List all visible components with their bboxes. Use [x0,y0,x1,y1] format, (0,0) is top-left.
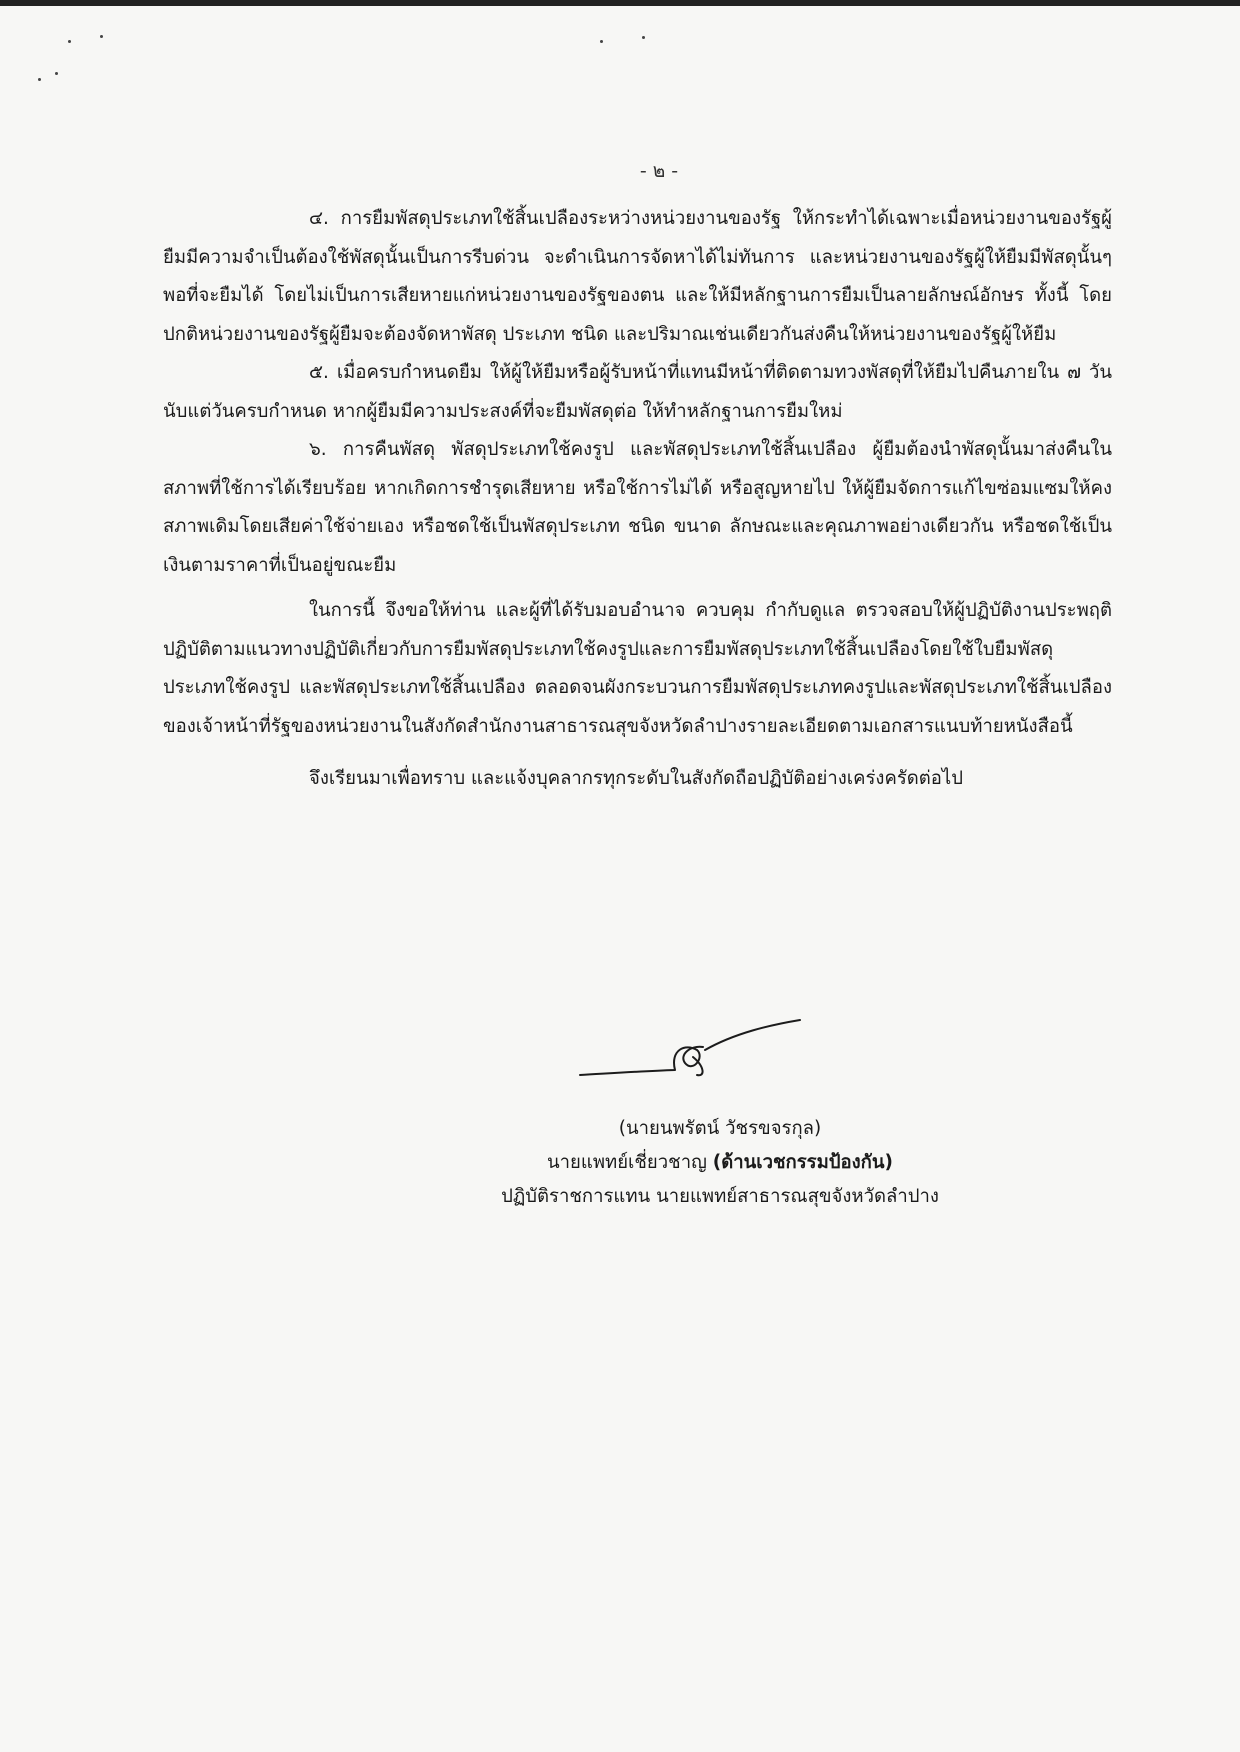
scan-speck [600,40,603,43]
signer-position-1-department: (ด้านเวชกรรมป้องกัน) [712,1152,893,1173]
scan-speck [55,72,58,75]
paragraph-item-5: ๕. เมื่อครบกำหนดยืม ให้ผู้ให้ยืมหรือผู้รับหน้าที่แทนมีหน้าที่ติดตามทวงพัสดุที่ให้ยืมไปคืนภายใน ๗ วัน นับแต่วันครบกำหนด หากผู้ยืมมีความประสงค์ที่จะยืมพัสดุต่อ ให้ทำหลักฐานการยืมใหม่ [163,362,1112,422]
signer-position-1-prefix: นายแพทย์เชี่ยวชาญ [547,1152,713,1173]
handwritten-signature [575,1005,805,1095]
signer-position-2: ปฏิบัติราชการแทน นายแพทย์สาธารณสุขจังหวัดลำปาง [501,1186,939,1207]
document-body [163,200,1112,799]
paragraph-request: ในการนี้ จึงขอให้ท่าน และผู้ที่ได้รับมอบอำนาจ ควบคุม กำกับดูแล ตรวจสอบให้ผู้ปฏิบัติงานประพฤติปฏิบัติตามแนวทางปฏิบัติเกี่ยวกับการยืมพัสดุประเภทใช้คงรูปและการยืมพัสดุประเภทใช้สิ้นเปลืองโดยใช้ใบยืมพัสดุประเภทใช้คงรูป และพัสดุประเภทใช้สิ้นเปลือง ตลอดจนผังกระบวนการยืมพัสดุประเภทคงรูปและพัสดุประเภทใช้สิ้นเปลืองของเจ้าหน้าที่รัฐของหน่วยงานในสังกัดสำนักงานสาธารณสุขจังหวัดลำปางรายละเอียดตามเอกสารแนบท้ายหนังสือนี้ [163,600,1112,737]
page-number: - ๒ - [639,160,679,182]
signer-position-1 [420,1146,1020,1180]
scan-speck [642,36,645,39]
scan-speck [100,35,103,38]
scan-speck [38,78,41,81]
paragraph-item-4: ๔. การยืมพัสดุประเภทใช้สิ้นเปลืองระหว่างหน่วยงานของรัฐ ให้กระทำได้เฉพาะเมื่อหน่วยงานของรัฐผู้ยืมมีความจำเป็นต้องใช้พัสดุนั้นเป็นการรีบด่วน จะดำเนินการจัดหาได้ไม่ทันการ และหน่วยงานของรัฐผู้ให้ยืมมีพัสดุนั้นๆ พอที่จะยืมได้ โดยไม่เป็นการเสียหายแก่หน่วยงานของรัฐของตน และให้มีหลักฐานการยืมเป็นลายลักษณ์อักษร ทั้งนี้ โดยปกติหน่วยงานของรัฐผู้ยืมจะต้องจัดหาพัสดุ ประเภท ชนิด และปริมาณเช่นเดียวกันส่งคืนให้หน่วยงานของรัฐผู้ให้ยืม [163,208,1112,345]
paragraph-item-6: ๖. การคืนพัสดุ พัสดุประเภทใช้คงรูป และพัสดุประเภทใช้สิ้นเปลือง ผู้ยืมต้องนำพัสดุนั้นมาส่งคืนในสภาพที่ใช้การได้เรียบร้อย หากเกิดการชำรุดเสียหาย หรือใช้การไม่ได้ หรือสูญหายไป ให้ผู้ยืมจัดการแก้ไขซ่อมแซมให้คงสภาพเดิมโดยเสียค่าใช้จ่ายเอง หรือชดใช้เป็นพัสดุประเภท ชนิด ขนาด ลักษณะและคุณภาพอย่างเดียวกัน หรือชดใช้เป็นเงินตามราคาที่เป็นอยู่ขณะยืม [163,439,1112,576]
signer-name: (นายนพรัตน์ วัชรขจรกุล) [618,1118,822,1139]
scan-speck [68,40,71,43]
scan-top-edge [0,0,1240,6]
paragraph-closing: จึงเรียนมาเพื่อทราบ และแจ้งบุคลากรทุกระดับในสังกัดถือปฏิบัติอย่างเคร่งครัดต่อไป [309,768,963,789]
